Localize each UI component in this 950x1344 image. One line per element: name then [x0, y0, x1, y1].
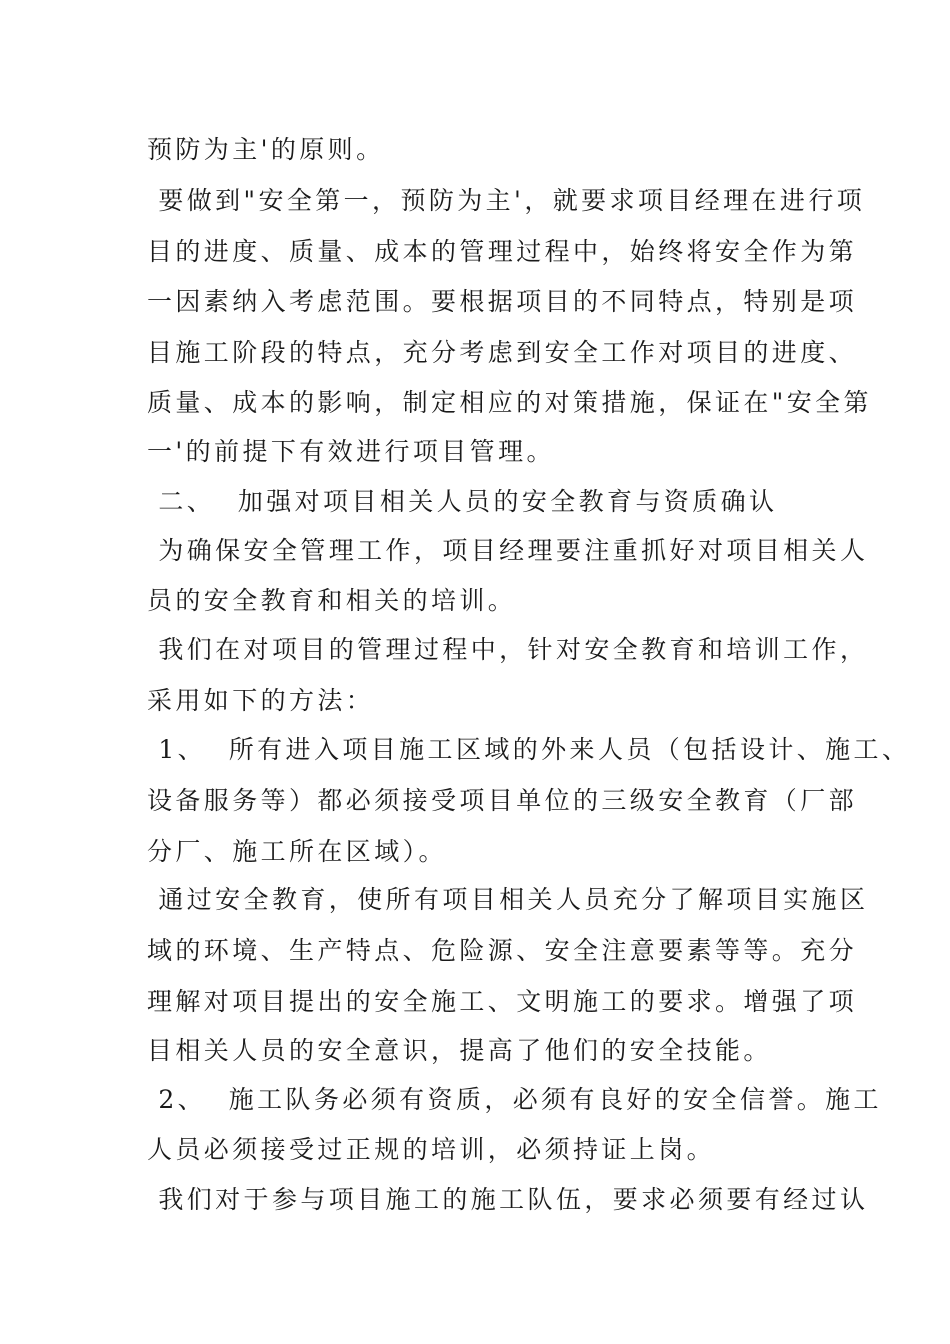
paragraph-line: 目的进度、质量、成本的管理过程中，始终将安全作为第	[147, 237, 858, 266]
paragraph-line: 我们在对项目的管理过程中，针对安全教育和培训工作，	[147, 635, 869, 664]
paragraph-line: 一因素纳入考虑范围。要根据项目的不同特点，特别是项	[147, 287, 858, 316]
paragraph-line: 理解对项目提出的安全施工、文明施工的要求。增强了项	[147, 987, 858, 1016]
paragraph-line: 设备服务等）都必须接受项目单位的三级安全教育（厂部	[147, 786, 858, 815]
list-item-line: 2、 施工队务必须有资质，必须有良好的安全信誉。施工	[147, 1085, 882, 1114]
paragraph-line: 采用如下的方法：	[147, 686, 375, 715]
paragraph-line: 目施工阶段的特点，充分考虑到安全工作对项目的进度、	[147, 338, 858, 367]
section-heading: 二、 加强对项目相关人员的安全教育与资质确认	[147, 487, 778, 516]
paragraph-line: 我们对于参与项目施工的施工队伍，要求必须要有经过认	[147, 1185, 869, 1214]
paragraph-line: 通过安全教育，使所有项目相关人员充分了解项目实施区	[147, 885, 869, 914]
list-item-line: 1、 所有进入项目施工区域的外来人员（包括设计、施工、	[147, 735, 911, 764]
paragraph-line: 员的安全教育和相关的培训。	[147, 586, 517, 615]
paragraph-line: 一'的前提下有效进行项目管理。	[147, 437, 555, 466]
paragraph-line: 质量、成本的影响，制定相应的对策措施，保证在"安全第	[147, 388, 872, 417]
paragraph-line: 域的环境、生产特点、危险源、安全注意要素等等。充分	[147, 936, 858, 965]
paragraph-line: 为确保安全管理工作，项目经理要注重抓好对项目相关人	[147, 536, 869, 565]
paragraph-line: 分厂、施工所在区域）。	[147, 837, 447, 866]
paragraph-line: 人员必须接受过正规的培训，必须持证上岗。	[147, 1135, 716, 1164]
paragraph-line: 目相关人员的安全意识，提高了他们的安全技能。	[147, 1036, 772, 1065]
paragraph-line: 要做到"安全第一，预防为主'，就要求项目经理在进行项	[147, 186, 866, 215]
paragraph-line: 预防为主'的原则。	[147, 135, 385, 164]
